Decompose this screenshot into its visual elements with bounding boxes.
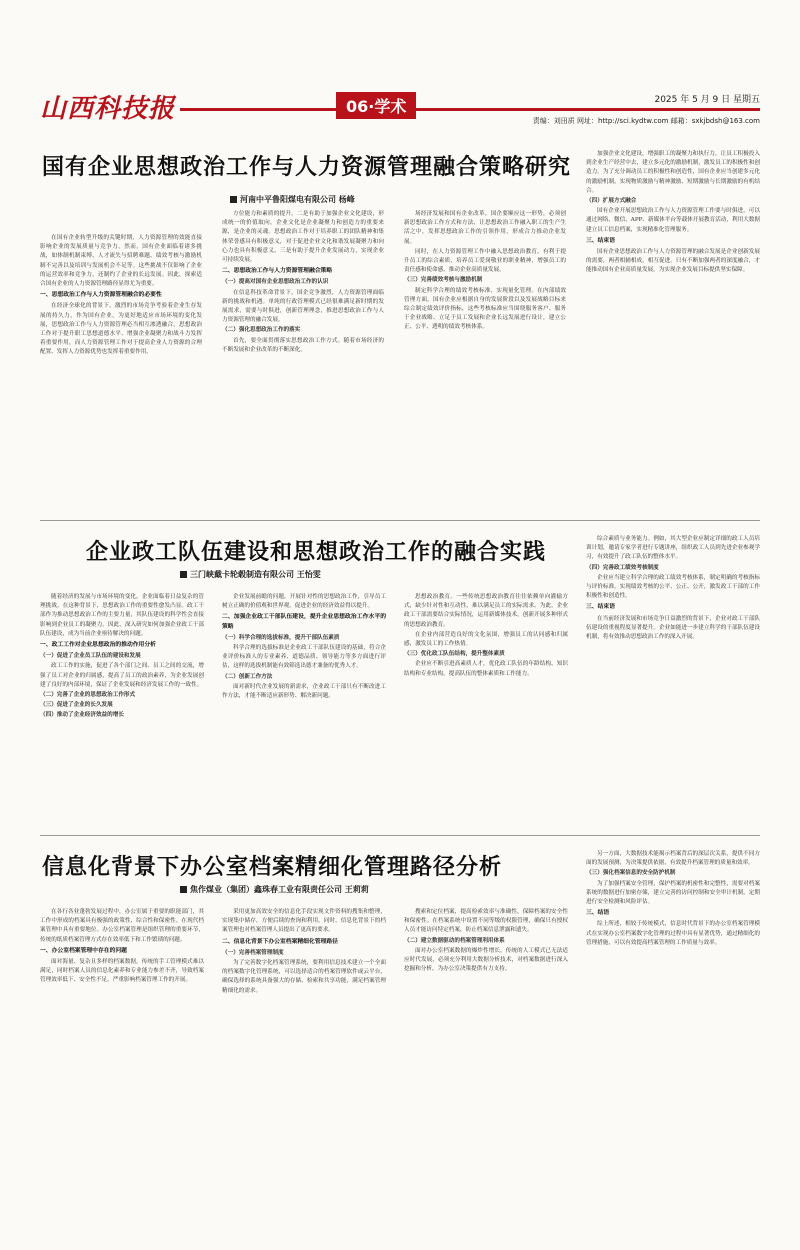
paragraph: 面对新时代企业发展的新需求，企业政工干部只有不断改进工作方法，才能不断适应新形势、解决新问题。: [222, 683, 386, 700]
issue-date: 2025 年 5 月 9 日 星期五: [654, 95, 760, 105]
article-column: [586, 150, 760, 514]
article-1: [40, 150, 760, 520]
paragraph: 在当前经济发展和市场竞争日益激烈的背景下，企业对政工干部队伍建设的重视程度显著提升。企业如能进一步建立科学的干部队伍建设机制，将有效推动思想政治工作的深入开展。: [586, 615, 760, 641]
article-title: 信息化背景下办公室档案精细化管理路径分析: [42, 855, 503, 880]
article-byline: [180, 569, 321, 580]
article-column: [586, 850, 760, 1208]
subsection-heading: （三）完善绩效考核与激励机制: [404, 277, 483, 284]
paragraph: 在信息科技革命背景下，国企竞争激烈，人力资源管理面临新的挑战和机遇。单纯的行政管理模式已经很难满足新时期的发展需求，需要与时俱进，创新管理理念，推进思想政治工作与人力资源管理的融合发展。: [222, 289, 384, 324]
subsection-heading: （一）完善档案管理制度: [222, 949, 284, 956]
paragraph: 首先，要全面贯彻落实思想政治工作方式。随着市场经济的不断发展和企业改革的不断深化。: [222, 337, 384, 353]
article-column: [404, 593, 568, 823]
article-byline: [180, 884, 369, 895]
article-column: [404, 210, 566, 514]
paragraph: 综上所述，相较于传统模式，信息时代背景下的办公室档案管理模式在实现办公室档案数字化管理的过程中具有显著优势，通过精细化的管理措施，可以有效提高档案管理的工作质量与效率。: [586, 921, 760, 946]
article-title: 企业政工队伍建设和思想政治工作的融合实践: [86, 540, 547, 565]
paragraph: 为了加强档案安全管理，保护档案的机密性和完整性，需要对档案系统的数据进行加密存储，建立完善的访问控制和安全审计机制，定期进行安全检测和风险评估。: [586, 880, 760, 906]
subsection-heading: （三）促进了企业的长久发展: [40, 702, 113, 709]
paragraph: 国有企业开展思想政治工作与人力资源管理工作要与时俱进，可以通过网络、微信、APP、新媒体平台等载体开展教育活动，利用大数据建立员工信息档案，实现精准化管理服务。: [586, 208, 760, 233]
paragraph: 政工工作的实施，促进了各个部门之间、员工之间的交流，增强了员工对企业的归属感，提高了员工的政治素养，为企业发展创建了良好的内部环境，保证了企业发展和经济发展工作的一致性。: [40, 663, 204, 688]
paragraph: 综合素质与业务能力。例如，其大型企业应制定详细的政工人员培训计划，邀请专家学者进行专题讲座，组织政工人员到先进企业参观学习，有效提升了政工队伍的整体水平。: [586, 536, 760, 561]
paragraph: 场经济发展和国有企业改革。国企要顺应这一形势，必须创新思想政治工作方式和方法，让思想政治工作融入职工的生产生活之中，发挥思想政治工作的引领作用，形成合力推动企业发展。: [404, 211, 566, 245]
article-column: [40, 234, 202, 514]
paragraph: 在各行各业蓬勃发展过程中，办公室属于重要的职能部门，其工作中形成的档案具有极强的政策性、综合性和保密性。在现代档案管理中具有重要地位。办公室档案管理是组织管理的重要环节，传统的纸质档案管理方式存在效率低下和工作繁琐的问题。: [40, 909, 204, 943]
paragraph: 企业应当建立科学合理的政工绩效考核体系，制定明确的考核指标与评价标准，实现绩效考核的公平、公正、公开，激发政工干部的工作积极性和创造性。: [586, 574, 760, 600]
subsection-heading: （四）推动了企业经济效益的增长: [40, 712, 124, 719]
article-column: [222, 593, 386, 823]
section-heading: 三、结束语: [586, 604, 615, 611]
section-heading: 一、办公室档案管理中存在的问题: [40, 947, 127, 954]
paragraph: 另一方面，大数据技术能揭示档案背后的深层次关系，提供不同方面的发展预测，为决策提供依据，有效提升档案管理的质量和效率。: [586, 851, 760, 867]
byline-text: 河南中平鲁阳煤电有限公司 杨峰: [240, 195, 355, 204]
subsection-heading: （一）促进了企业员工队伍的建设和发展: [40, 653, 141, 660]
byline-square-icon: [180, 571, 187, 578]
article-2: [40, 535, 760, 830]
paragraph: 国有企业思想政治工作与人力资源管理的融合发展是企业创新发展的需要，两者相辅相成，相互促进。只有不断加强两者的深度融合，才能推动国有企业高质量发展，为实现企业发展目标提供坚实保障。: [586, 249, 760, 274]
section-divider: [40, 835, 760, 836]
subsection-heading: （二）强化思想政治工作的落实: [222, 327, 301, 334]
subsection-heading: （一）提高对国有企业思想政治工作的认识: [222, 279, 329, 286]
masthead-rule: [180, 108, 760, 111]
subsection-heading: （三）强化档案信息的安全防护机制: [586, 870, 676, 877]
byline-square-icon: [230, 196, 237, 203]
article-column: [404, 908, 568, 1208]
subsection-heading: （四）扩展方式融合: [586, 198, 637, 205]
paragraph: 为了完善数字化档案管理系统，要利用信息技术建立一个全面的档案数字化管理系统，可以选择适合的档案管理软件或云平台，确保选择的系统具备强大的存储、检索和共享功能，满足档案管理精细化的需求。: [222, 960, 386, 994]
masthead: [40, 84, 760, 126]
paragraph: 思想政治教育。一些传统思想政治教育往往依赖单向灌输方式，缺少针对性和互动性，难以满足员工的实际需求。为此，企业政工干部需要结合实际情况，运用新媒体技术，创新开展多种形式的思想政治教育。: [404, 594, 568, 628]
section-heading: 三、结语: [586, 910, 610, 917]
section-divider: [40, 520, 760, 521]
subsection-heading: （二）建立数据驱动的档案管理利用体系: [404, 937, 505, 944]
paragraph: 企业应不断引进高素质人才，优化政工队伍的年龄结构、知识结构和专业结构，提高队伍的整体素质和工作能力。: [404, 661, 568, 677]
article-column: [222, 210, 384, 514]
byline-text: 焦作煤业（集团）鑫珠春工业有限责任公司 王莉莉: [190, 885, 369, 894]
article-column: [40, 908, 204, 1208]
section-heading: 二、信息化背景下办公室档案精细化管理路径: [222, 938, 338, 945]
article-byline: [230, 194, 355, 205]
paragraph: 面对海量、复杂且多样的档案数据，传统的手工管理模式难以满足，同时档案人员的信息化素养和专业能力参差不齐，导致档案管理效率低下、安全性不足，严重影响档案管理工作的开展。: [40, 959, 204, 984]
article-column: [40, 593, 204, 823]
paragraph: 采用更加高效安全的信息化手段实现文件资料的搜集和整理，实现集中储存，方便后续的查询和利用。同时，信息化背景下的档案管理也对档案管理人员提出了更高的要求。: [222, 909, 386, 934]
byline-square-icon: [180, 886, 187, 893]
paragraph: 在经济全球化的背景下，激烈的市场竞争考验着企业生存发展的持久力，作为国有企业，为更好地适应市场环境的变化发展，思想政治工作与人力资源管理必当相互渗透融合。思想政治工作对于提升职工思想道德水平、增强企业凝聚力和战斗力发挥着重要作用，而人力资源管理工作对于提高企业人力资源的合理配置、发挥人力资源优势也发挥着重要作用。: [40, 303, 202, 356]
newspaper-logo: 山西科技报: [40, 94, 176, 124]
subsection-heading: （二）完善了企业的思想政治工作形式: [40, 692, 136, 699]
byline-text: 三门峡戴卡轮毂制造有限公司 王怡雯: [190, 570, 321, 579]
paragraph: 方位能力和素质的提升。二是有助于加强企业文化建设，形成统一的价值取向。企业文化是企业凝聚力和创造力的重要来源，是企业的灵魂。思想政治工作对于培养职工的团队精神和集体荣誉感具有积极意义，对于促进企业文化和谐发展凝聚力和向心力也具有积极意义。三是有助于提升企业发展动力，实现企业可持续发展。: [222, 211, 384, 264]
paragraph: 加强企业文化建设，增强职工的凝聚力和执行力，让员工积极投入到企业生产经营中去，建立多元化的激励机制，激发员工的积极性和创造力。为了充分调动员工的积极性和创造性，国有企业应当创建多元化的激励机制，实现物质激励与精神激励、短期激励与长期激励的有机结合。: [586, 151, 760, 194]
article-column: [222, 908, 386, 1208]
section-heading: 三、结束语: [586, 237, 615, 244]
subsection-heading: （二）创新工作方法: [222, 673, 273, 680]
article-title: 国有企业思想政治工作与人力资源管理融合策略研究: [42, 155, 572, 180]
paragraph: 在国有企业转型升级的关键时期，人力资源管理的效能直接影响企业的发展质量与竞争力。然而，国有企业面临着诸多挑战，如体制机制束缚、人才流失与招聘难题、绩效考核与激励机制不完善以及培训与发展机会不足等。这些挑战不仅影响了企业的运营效率和竞争力，还制约了企业的长远发展。因此，探索适合国有企业的人力资源管理路径显得尤为重要。: [40, 235, 202, 288]
article-3: [40, 850, 760, 1220]
paragraph: 面对办公室档案数据的爆炸性增长，传统的人工模式已无法适应时代发展，必须充分利用大数据分析技术，对档案数据进行深入挖掘和分析，为办公室决策提供有力支持。: [404, 947, 568, 973]
section-heading: 二、思想政治工作与人力资源管理融合策略: [222, 268, 333, 275]
paragraph: 搜索和定位档案，提高检索效率与准确性，保障档案的安全性和保密性。在档案系统中设置不同等级的权限管理，确保只有授权人员才能访问特定档案，防止档案信息泄露和遗失。: [404, 909, 568, 934]
subsection-heading: （三）优化政工队伍结构，提升整体素质: [404, 651, 505, 658]
article-column: [586, 535, 760, 823]
subsection-heading: （四）完善政工绩效考核制度: [586, 564, 659, 571]
paragraph: 科学合理的选拔标准是企业政工干部队伍建设的基础，符合企业评价标准人的专业素养、道德品质、领导能力等多方面进行评估，这样的选拔机制能有效筛选出德才兼备的优秀人才。: [222, 645, 386, 670]
paragraph: 同时，在人力资源管理工作中融入思想政治教育，有利于提升员工的综合素质，培养员工爱岗敬业的职业精神，增强员工的责任感和使命感，推动企业高质量发展。: [404, 248, 566, 274]
section-tag: 06·学术: [336, 92, 416, 119]
subsection-heading: （一）科学合理的选拔标准，提升干部队伍素质: [222, 634, 340, 641]
section-heading: 一、政工工作对企业思想政治的推动作用分析: [40, 642, 156, 649]
editor-contact: 责编：刘田质 网址：http://sci.kydtw.com 邮箱：sxkjbdsh@163.com: [532, 117, 760, 125]
section-heading: 二、加强企业政工干部队伍建设，提升企业思想政治工作水平的策略: [222, 614, 386, 630]
paragraph: 在企业内部营造良好的文化氛围，增强员工的认同感和归属感，激发员工的工作热情。: [404, 631, 568, 648]
section-heading: 一、思想政治工作与人力资源管理融合的必要性: [40, 292, 162, 299]
paragraph: 企业发展前瞻的问题，开展针对性的思想政治工作，引导员工树立正确的价值观和世界观，促进企业的经济效益得以提升。: [222, 594, 386, 610]
paragraph: 制定科学合理的绩效考核标准，实现量化管理。在内部绩效管理方面，国有企业应根据自身的发展阶段以及发展战略目标来综合制定绩效评价指标，这些考核标准应当围绕服务客户、服务于企业战略、立足于员工发展和企业长远发展进行设计，建立公正、公平、透明的绩效考核体系。: [404, 287, 566, 331]
paragraph: 随着经济的发展与市场环境的变化，企业面临着日益复杂的管理挑战。在这种背景下，思想政治工作的重要性愈发凸显。政工干部作为推动思想政治工作的主要力量，其队伍建设的科学性会直接影响到企业员工的凝聚力。因此，深入研究如何加强企业政工干部队伍建设，成为当前企业亟待解决的问题。: [40, 594, 204, 637]
